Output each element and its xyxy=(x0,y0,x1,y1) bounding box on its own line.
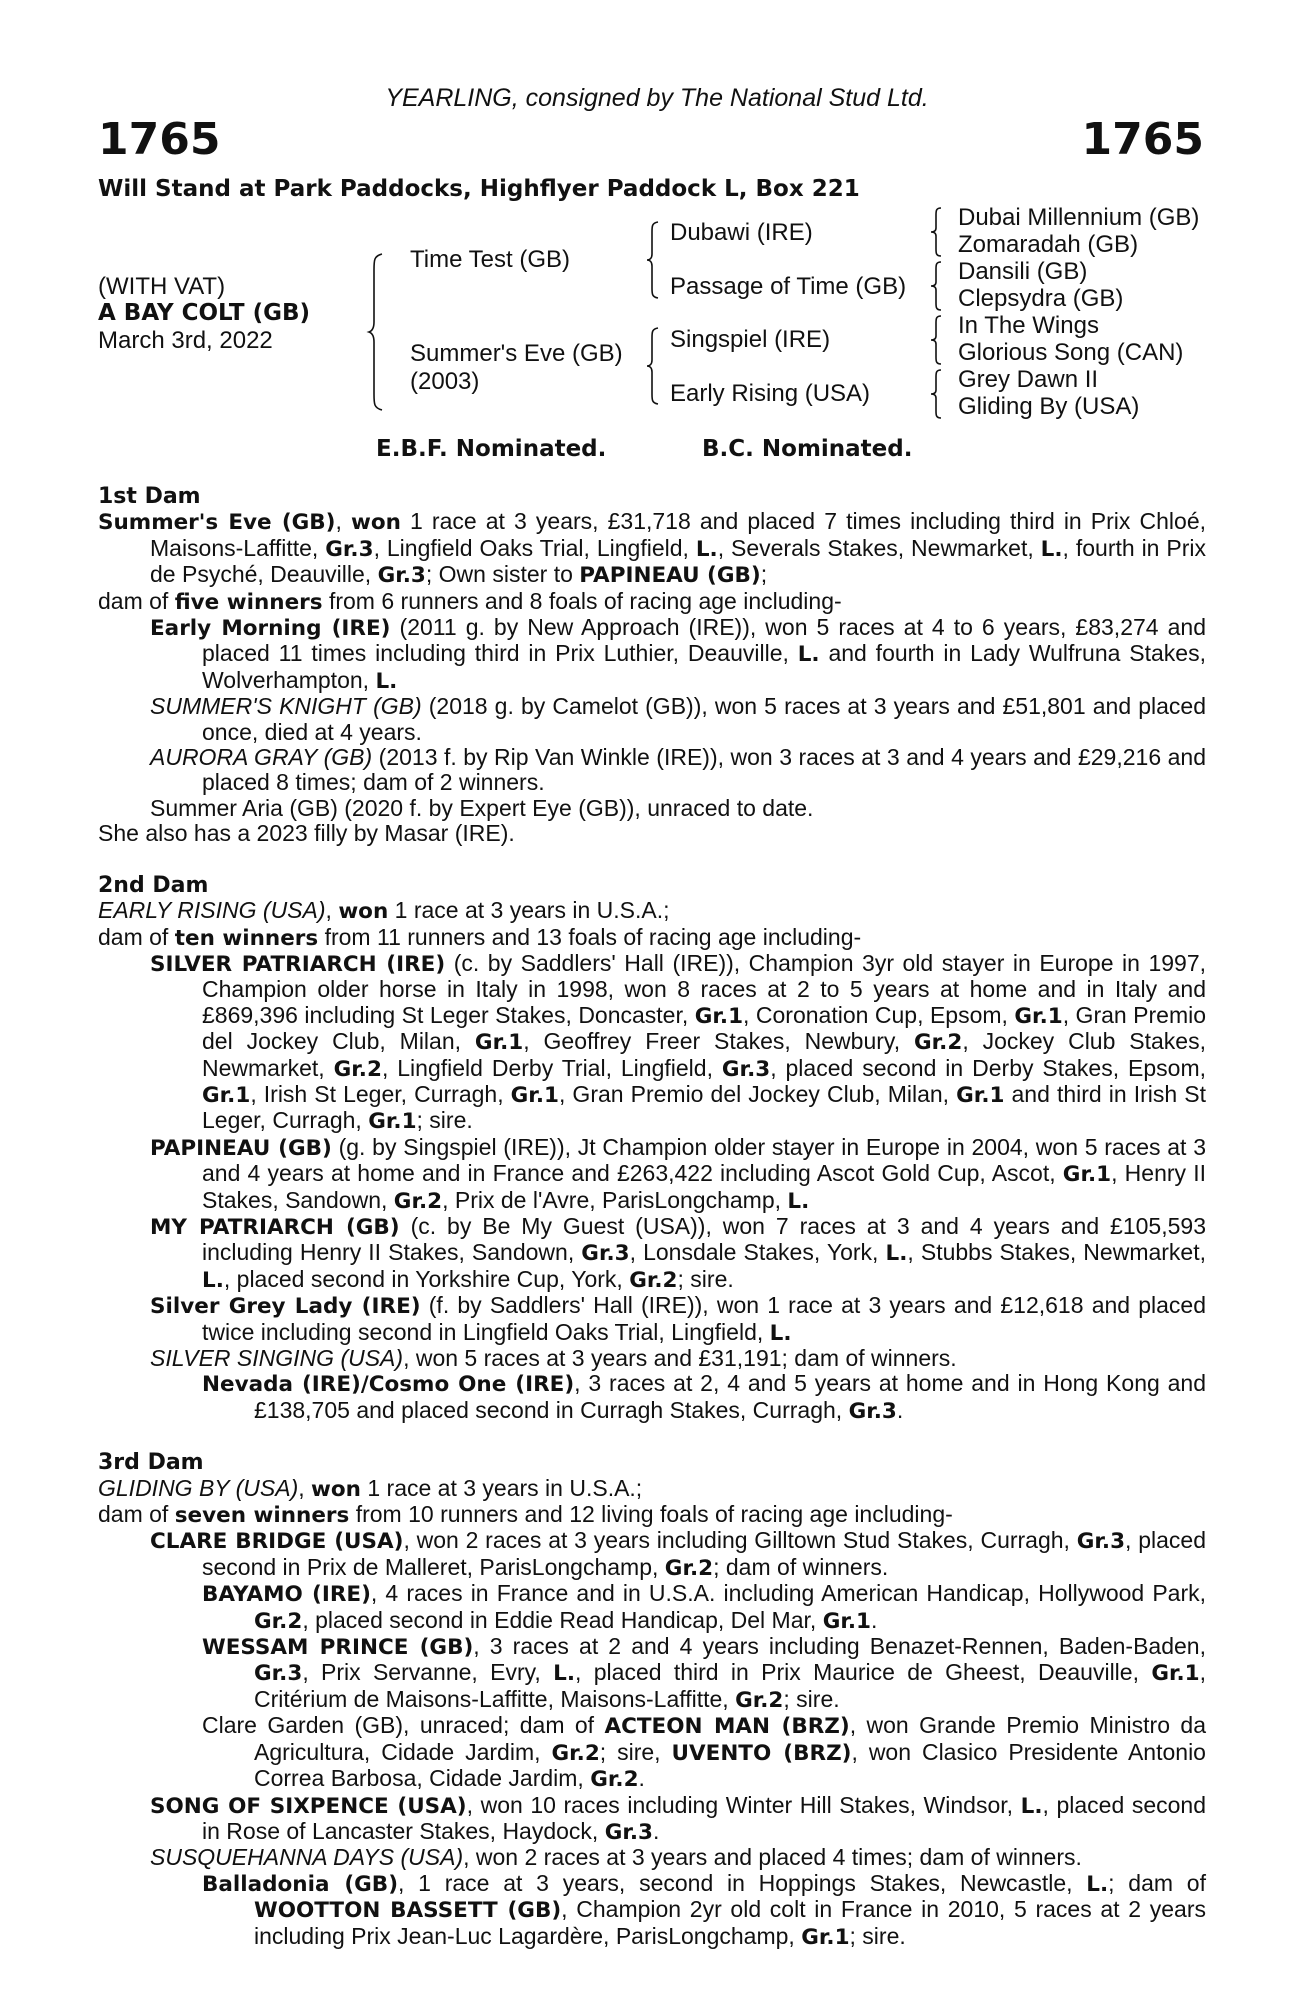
brace-g3-3 xyxy=(930,314,944,366)
lot-number-left: 1765 xyxy=(98,114,221,165)
dam-dam: Early Rising (USA) xyxy=(670,380,871,407)
sire-sire: Dubawi (IRE) xyxy=(670,219,813,246)
third-dam-produce-intro: dam of seven winners from 10 runners and 12 living foals of racing age including- xyxy=(98,1501,953,1529)
list-item: Clare Garden (GB), unraced; dam of ACTEON MAN (BRZ), won Grande Premio Ministro da Agricultura, Cidade Jardim, Gr.2; sire, UVENTO (BRZ), won Clasico Presidente Antonio Correa Barbosa, Cidade Jardim, Gr.2. xyxy=(202,1712,1206,1793)
sire-name: Time Test (GB) xyxy=(410,246,571,273)
gen3-5: In The Wings xyxy=(958,312,1099,339)
gen3-1: Dubai Millennium (GB) xyxy=(958,204,1200,231)
list-item: PAPINEAU (GB) (g. by Singspiel (IRE)), Jt Champion older stayer in Europe in 2004, won 5 races at 3 and 4 years at home and in France and £263,422 including Ascot Gold Cup, Ascot, Gr.1, Henry II Stakes, Sandown, Gr.2, Prix de l'Avre, ParisLongchamp, L. xyxy=(150,1133,1206,1214)
brace-dam xyxy=(646,326,662,406)
list-item: SUMMER'S KNIGHT (GB) (2018 g. by Camelot (GB)), won 5 races at 3 years and £51,801 and placed once, died at 4 years. xyxy=(150,693,1207,745)
list-item: Early Morning (IRE) (2011 g. by New Approach (IRE)), won 5 races at 4 to 6 years, £83,274 and placed 11 times including third in Prix Luthier, Deauville, L. and fourth in Lady Wulfruna Stakes, Wolverhampton, L. xyxy=(150,614,1206,694)
first-dam-note: She also has a 2023 filly by Masar (IRE). xyxy=(98,820,515,847)
dam-name: Summer's Eve (GB) xyxy=(410,340,623,367)
list-item: BAYAMO (IRE), 4 races in France and in U.S.A. including American Handicap, Hollywood Park, Gr.2, placed second in Eddie Read Handicap, Del Mar, Gr.1. xyxy=(202,1580,1207,1634)
brace-g3-2 xyxy=(930,260,944,312)
gen3-8: Gliding By (USA) xyxy=(958,393,1140,420)
list-item: SUSQUEHANNA DAYS (USA), won 2 races at 3 years and placed 4 times; dam of winners. xyxy=(150,1844,1082,1871)
dam-year: (2003) xyxy=(410,368,480,395)
brace-g3-4 xyxy=(930,368,944,420)
gen3-2: Zomaradah (GB) xyxy=(958,231,1139,258)
horse-name: A BAY COLT (GB) xyxy=(98,300,311,326)
list-item: SONG OF SIXPENCE (USA), won 10 races including Winter Hill Stakes, Windsor, L., placed second in Rose of Lancaster Stakes, Haydock, Gr.3. xyxy=(150,1791,1206,1845)
second-dam-produce-intro: dam of ten winners from 11 runners and 13 foals of racing age including- xyxy=(98,923,862,951)
catalogue-body xyxy=(98,484,1206,1950)
gen3-7: Grey Dawn II xyxy=(958,366,1099,393)
brace-g3-1 xyxy=(930,206,944,258)
list-item: SILVER PATRIARCH (IRE) (c. by Saddlers' Hall (IRE)), Champion 3yr old stayer in Europe in 1997, Champion older horse in Italy in 1998, won 8 races at 2 to 5 years at home and in Italy and £869,396 including St Leger Stakes, Doncaster, Gr.1, Coronation Cup, Epsom, Gr.1, Gran Premio del Jockey Club, Milan, Gr.1, Geoffrey Freer Stakes, Newbury, Gr.2, Jockey Club Stakes, Newmarket, Gr.2, Lingfield Derby Trial, Lingfield, Gr.3, placed second in Derby Stakes, Epsom, Gr.1, Irish St Leger, Curragh, Gr.1, Gran Premio del Jockey Club, Milan, Gr.1 and third in Irish St Leger, Curragh, Gr.1; sire. xyxy=(150,949,1207,1135)
dam-sire: Singspiel (IRE) xyxy=(670,326,831,353)
first-dam-entry: Summer's Eve (GB), won 1 race at 3 years, £31,718 and placed 7 times including third in Prix Chloé, Maisons-Laffitte, Gr.3, Lingfield Oaks Trial, Lingfield, L., Severals Stakes, Newmarket, L., fourth in Prix de Psyché, Deauville, Gr.3; Own sister to PAPINEAU (GB); xyxy=(98,508,1207,589)
brace-gen1 xyxy=(368,252,388,412)
brace-sire xyxy=(646,220,662,300)
list-item: SILVER SINGING (USA), won 5 races at 3 years and £31,191; dam of winners. xyxy=(150,1345,957,1371)
second-dam-entry: EARLY RISING (USA), won 1 race at 3 years in U.S.A.; xyxy=(98,897,670,925)
list-item: CLARE BRIDGE (USA), won 2 races at 3 years including Gilltown Stud Stakes, Curragh, Gr.3, placed second in Prix de Malleret, ParisLongchamp, Gr.2; dam of winners. xyxy=(150,1527,1206,1581)
vat-note: (WITH VAT) xyxy=(98,273,226,300)
first-dam-heading: 1st Dam xyxy=(98,484,201,509)
list-item: MY PATRIARCH (GB) (c. by Be My Guest (USA)), won 7 races at 3 and 4 years and £105,593 including Henry II Stakes, Sandown, Gr.3, Lonsdale Stakes, York, L., Stubbs Stakes, Newmarket, L., placed second in Yorkshire Cup, York, Gr.2; sire. xyxy=(150,1212,1207,1293)
list-item: Balladonia (GB), 1 race at 3 years, second in Hoppings Stakes, Newcastle, L.; dam of WOOTTON BASSETT (GB), Champion 2yr old colt in France in 2010, 5 races at 2 years including Prix Jean-Luc Lagardère, ParisLongchamp, Gr.1; sire. xyxy=(202,1869,1206,1950)
stand-location: Will Stand at Park Paddocks, Highflyer Paddock L, Box 221 xyxy=(98,176,860,202)
gen3-4: Clepsydra (GB) xyxy=(958,285,1124,312)
lot-number-right: 1765 xyxy=(1081,114,1204,165)
third-dam-entry: GLIDING BY (USA), won 1 race at 3 years in U.S.A.; xyxy=(98,1474,643,1502)
gen3-6: Glorious Song (CAN) xyxy=(958,339,1184,366)
third-dam-heading: 3rd Dam xyxy=(98,1450,204,1476)
first-dam-produce-intro: dam of five winners from 6 runners and 8 foals of racing age including- xyxy=(98,587,842,615)
sire-dam: Passage of Time (GB) xyxy=(670,273,907,300)
ebf-nominated: E.B.F. Nominated. xyxy=(376,436,607,462)
list-item: Silver Grey Lady (IRE) (f. by Saddlers' Hall (IRE)), won 1 race at 3 years and £12,618 and placed twice including second in Lingfield Oaks Trial, Lingfield, L. xyxy=(150,1292,1207,1346)
gen3-3: Dansili (GB) xyxy=(958,258,1088,285)
foaling-date: March 3rd, 2022 xyxy=(98,327,273,354)
list-item: Nevada (IRE)/Cosmo One (IRE), 3 races at 2, 4 and 5 years at home and in Hong Kong and £138,705 and placed second in Curragh Stakes, Curragh, Gr.3. xyxy=(202,1370,1207,1424)
bc-nominated: B.C. Nominated. xyxy=(702,436,913,462)
second-dam-heading: 2nd Dam xyxy=(98,872,209,898)
list-item: WESSAM PRINCE (GB), 3 races at 2 and 4 years including Benazet-Rennen, Baden-Baden, Gr.3, Prix Servanne, Evry, L., placed third in Prix Maurice de Gheest, Deauville, Gr.1, Critérium de Maisons-Laffitte, Maisons-Laffitte, Gr.2; sire. xyxy=(202,1633,1207,1713)
list-item: Summer Aria (GB) (2020 f. by Expert Eye (GB)), unraced to date. xyxy=(150,794,814,821)
consignment-line: YEARLING, consigned by The National Stud Ltd. xyxy=(385,84,929,112)
list-item: AURORA GRAY (GB) (2013 f. by Rip Van Winkle (IRE)), won 3 races at 3 and 4 years and £29,216 and placed 8 times; dam of 2 winners. xyxy=(150,744,1206,796)
